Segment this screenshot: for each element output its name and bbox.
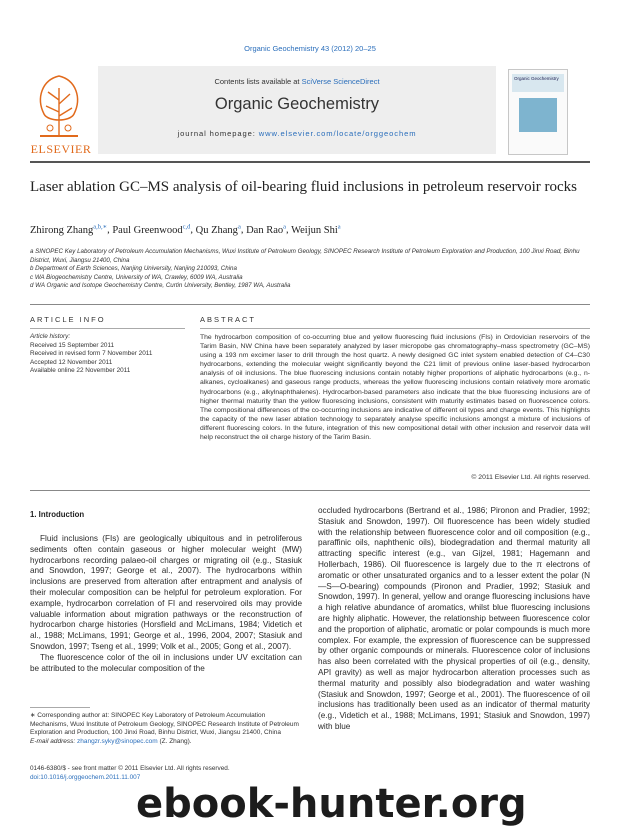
article-info-heading: ARTICLE INFO [30, 315, 106, 324]
abstract-heading: ABSTRACT [200, 315, 257, 324]
author-list: Zhirong Zhang$^{a,b,∗}$, Paul Greenwood$^{c,d}$, Qu Zhang$^a$, Dan Rao$^a$, Weijun Shi$^a$ [30, 223, 341, 236]
abstract-divider [30, 490, 590, 491]
author-name: Zhirong Zhang [30, 224, 94, 236]
author-affiliation-marker[interactable]: a [237, 223, 241, 230]
affiliation-b: b Department of Earth Sciences, Nanjing University, Nanjing 210093, China [30, 265, 237, 273]
copyright-notice: © 2011 Elsevier Ltd. All rights reserved. [471, 474, 590, 481]
paragraph: Fluid inclusions (FIs) are geologically ubiquitous and in petroliferous sediments often contain gaseous or higher molecular weight (MW) hydrocarbons recording palaeo-oil charges or migrating oil (e.g., Stasiuk and Snowdon, 1997; George et al., 2007). The hydrocarbons within inclusions are preserved from alteration after entrapment and analysis of their molecular composition can be helpful for petroleum exploration. For example, hydrocarbon correlation of FI and reservoired oils may provide valuable information about migration pathways or the reconstruction of hydrocarbon charge histories (Horsfield and McLimans, 1984; Videtich et al., 1988; McLimans, 1991; George et al., 1996, 2004, 2007; Stasiuk and Snowdon, 1997; Tseng et al., 1999; Volk et al., 2005; Gong et al., 2007). [30, 534, 302, 651]
paragraph: The fluorescence color of the oil in inclusions under UV excitation can be attributed to the molecular composition of the [30, 652, 302, 673]
journal-masthead [98, 66, 496, 154]
author-affiliation-marker[interactable]: a [337, 223, 341, 230]
email-suffix: (Z. Zhang). [157, 737, 192, 745]
author-name: Paul Greenwood [112, 224, 183, 236]
author-4[interactable] [246, 225, 286, 236]
footnote-rule [30, 707, 90, 708]
author-affiliation-marker[interactable]: c,d [182, 223, 191, 230]
abstract-rule [200, 328, 590, 329]
author-name: Qu Zhang [195, 224, 238, 236]
affiliation-d: d WA Organic and Isotope Geochemistry Centre, Curtin University, Bentley, 1987 WA, Australia [30, 282, 291, 290]
journal-homepage-line [98, 129, 496, 138]
journal-header [0, 66, 620, 161]
homepage-link[interactable]: www.elsevier.com/locate/orggeochem [258, 129, 417, 138]
article-history-label: Article history: [30, 333, 71, 340]
contents-available-line [98, 77, 496, 86]
article-info-rule [30, 328, 185, 329]
homepage-prefix: journal homepage: [177, 129, 259, 138]
elsevier-tree-icon [30, 70, 88, 142]
issn-doi-block [30, 765, 302, 782]
history-online: Available online 22 November 2011 [30, 367, 131, 375]
affiliation-a: a SINOPEC Key Laboratory of Petroleum Accumulation Mechanisms, Wuxi Institute of Petroleum Geology, SINOPEC Research Institute of Petroleum Exploration and Production, 100 Jinxi Road, Binhu District, Wuxi, Jiangsu 21400, China [30, 248, 580, 264]
history-revised: Received in revised form 7 November 2011 [30, 350, 153, 358]
corresponding-author-text: ∗ Corresponding author at: SINOPEC Key Laboratory of Petroleum Accumulation Mechanisms, Wuxi Institute of Petroleum Geology, SINOPEC Research Institute of Petroleum Exploration and Production, 100 Jinxi Road, Binhu District, Wuxi, Jiangsu 21400, China [30, 712, 299, 737]
author-3[interactable] [196, 225, 241, 236]
author-name: Weijun Shi [291, 224, 338, 236]
cover-title: Organic Geochemistry [514, 76, 559, 81]
publisher-name: ELSEVIER [30, 142, 92, 156]
corresponding-author-footnote [30, 712, 302, 746]
article-history [30, 333, 190, 376]
contents-prefix: Contents lists available at [214, 77, 302, 86]
journal-title: Organic Geochemistry [214, 95, 380, 113]
email-line [30, 738, 302, 747]
affiliation-divider [30, 304, 590, 305]
abstract-text: The hydrocarbon composition of co-occurring blue and yellow fluorescing fluid inclusions (FIs) in Ordovician reservoirs of the Tarim Basin, NW China have been separately analyzed by laser micropobe gas chromatography–mass spectrometry (GC–MS) using a 193 nm excimer laser to drill through the host quartz. A newly designed GC inlet system enabled detection of C4–C30 hydrocarbons, extending the molecular weight significantly beyond the C21 limit of previous online laser-based hydrocarbon analysis of oil inclusions. The blue fluorescing inclusions contain notably higher proportions of aliphatic hydrocarbons (e.g., n-alkanes, cycloalkanes) and gaseous range products, whereas the yellow fluorescing inclusions contain relatively more aromatic hydrocarbons (e.g., alkylnaphthalenes). Hydrocarbon-based parameters also indicate that the blue fluorescing inclusions are of higher thermal maturity than the yellow fluorescing inclusions, consistent with maturity estimates based on fluorescence colors. The compositional differences of the co-occurring inclusions are indicative of different oil types and charge events. This highlights the capacity of the new laser ablation technology to separately analyse specific inclusions amongst a mixture of inclusions of different fluorescing colors. In the future, integration of this new compositional detail with other inclusion and reservoir data will help reconstruct the oil charge history of the Tarim Basin. [200, 334, 590, 442]
history-received: Received 15 September 2011 [30, 341, 115, 349]
journal-citation-link[interactable]: Organic Geochemistry 43 (2012) 20–25 [244, 44, 376, 53]
watermark: ebook-hunter.org [136, 781, 527, 827]
email-label: E-mail address: [30, 737, 77, 745]
affiliation-c: c WA Biogeochemistry Centre, University of WA, Crawley, 6009 WA, Australia [30, 273, 243, 281]
cover-image [519, 98, 557, 132]
email-link[interactable]: zhangzr.syky@sinopec.com [76, 737, 158, 745]
author-5[interactable] [291, 225, 341, 236]
author-name: Dan Rao [246, 224, 284, 236]
history-accepted: Accepted 12 November 2011 [30, 358, 113, 366]
doi-link[interactable]: doi:10.1016/j.orggeochem.2011.11.007 [30, 773, 141, 781]
elsevier-logo [30, 70, 92, 156]
issn-line: 0146-6380/$ - see front matter © 2011 Elsevier Ltd. All rights reserved. [30, 765, 230, 772]
paragraph: occluded hydrocarbons (Bertrand et al., 1986; Pironon and Pradier, 1992; Stasiuk and Snowdon, 1997). Oil fluorescence has been widely studied with the relationship between fluorescence color and oil composition (e.g., paraffinic oils, naphthenic oils), biodegradation and thermal maturity all attracting specific interest (e.g., van Gijzel, 1981; Hagemann and Hollerbach, 1986). Oil fluorescence is largely due to the π electrons of aromatic or other unsaturated organics and to a lesser extent the polar (N—S—O-bearing) compounds (Pironon and Pradier, 1992; Stasiuk and Snowdon, 1997). In general, yellow and orange fluorescing inclusions have a high relative abundance of aromatics, whilst blue fluorescing inclusions are highly aliphatic. However, the relationship between fluorescence color and the proportion of aliphatic, aromatic or polar compounds is much more complex. For example, the expression of fluorescence can be suppressed by other organic compounds or minerals. Fluorescence color of inclusions has also been correlated with the physical properties of oil (e.g., density, API gravity) as well as major hydrocarbon alteration processes such as thermal maturity and possibly also biodegradation and water washing (Stasiuk and Snowdon, 1997; George et al., 2001). The fluorescence of oil inclusions has traditionally been used as an indicator of thermal maturity (e.g., Videtich et al., 1988; McLimans, 1991; Stasiuk and Snowdon, 1997) with blue [318, 506, 590, 731]
author-affiliation-marker[interactable]: a [283, 223, 287, 230]
sciencedirect-link[interactable]: SciVerse ScienceDirect [301, 77, 380, 86]
section-heading-introduction: 1. Introduction [30, 510, 85, 519]
affiliation-list [30, 248, 590, 291]
body-column-right [318, 506, 590, 733]
journal-cover-thumbnail [508, 69, 568, 155]
article-title: Laser ablation GC–MS analysis of oil-bearing fluid inclusions in petroleum reservoir rocks [30, 179, 577, 195]
author-2[interactable] [112, 225, 190, 236]
body-column-left [30, 534, 302, 674]
header-divider [30, 161, 590, 163]
author-affiliation-marker[interactable]: a,b,∗ [93, 223, 108, 230]
author-1[interactable] [30, 225, 107, 236]
